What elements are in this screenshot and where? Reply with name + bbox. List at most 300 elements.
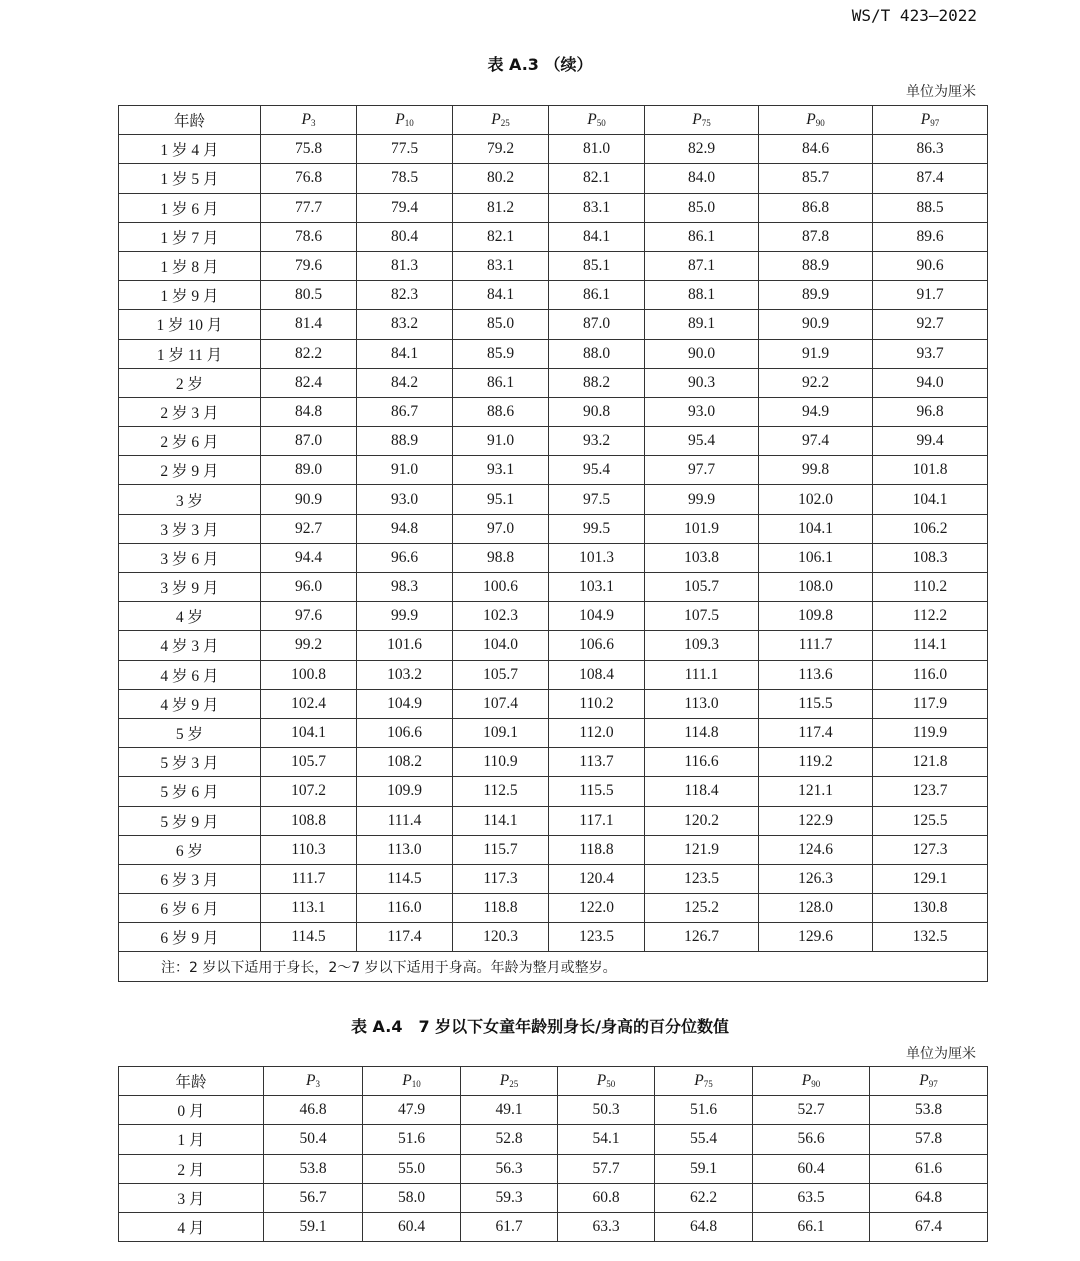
value-cell: 84.8 [261,397,357,426]
value-cell: 88.0 [549,339,645,368]
header-percentile-p3 [264,1067,363,1096]
value-cell: 116.0 [357,894,453,923]
percentile-letter: P [402,1072,412,1090]
value-cell: 90.0 [645,339,759,368]
value-cell: 95.4 [549,456,645,485]
value-cell: 78.6 [261,222,357,251]
value-cell: 113.7 [549,748,645,777]
table-row [119,222,988,251]
age-cell: 4 岁 6 月 [119,660,261,689]
value-cell: 59.1 [655,1154,753,1183]
value-cell: 47.9 [363,1096,461,1125]
value-cell: 116.6 [645,748,759,777]
table-row [119,164,988,193]
value-cell: 123.5 [549,923,645,952]
value-cell: 50.4 [264,1125,363,1154]
value-cell: 109.8 [759,602,873,631]
value-cell: 97.7 [645,456,759,485]
value-cell: 88.6 [453,397,549,426]
value-cell: 102.3 [453,602,549,631]
value-cell: 75.8 [261,135,357,164]
percentile-letter: P [694,1072,704,1090]
header-percentile-p50 [558,1067,655,1096]
table-row [119,689,988,718]
age-cell: 3 岁 9 月 [119,573,261,602]
value-cell: 104.9 [549,602,645,631]
value-cell: 91.0 [357,456,453,485]
value-cell: 93.1 [453,456,549,485]
table-row [119,368,988,397]
table-a4-caption: 表 A.4 7 岁以下女童年龄别身长/身高的百分位数值 [350,1017,729,1036]
table-row [119,456,988,485]
value-cell: 107.4 [453,689,549,718]
value-cell: 60.4 [363,1212,461,1241]
value-cell: 97.0 [453,514,549,543]
age-cell: 1 岁 11 月 [119,339,261,368]
value-cell: 122.9 [759,806,873,835]
percentile-subscript: 97 [928,1079,938,1090]
value-cell: 60.4 [753,1154,870,1183]
table-row [119,1183,988,1212]
value-cell: 99.9 [357,602,453,631]
value-cell: 114.8 [645,718,759,747]
value-cell: 79.4 [357,193,453,222]
value-cell: 117.1 [549,806,645,835]
value-cell: 92.2 [759,368,873,397]
percentile-subscript: 50 [606,1079,616,1090]
age-cell: 2 岁 3 月 [119,397,261,426]
percentile-letter: P [596,1072,607,1090]
value-cell: 67.4 [870,1212,988,1241]
value-cell: 85.0 [645,193,759,222]
value-cell: 92.7 [873,310,988,339]
percentile-letter: P [306,1072,316,1090]
table-row [119,135,988,164]
header-percentile-p50 [549,106,645,135]
percentile-subscript: 75 [701,118,711,129]
value-cell: 87.1 [645,251,759,280]
percentile-subscript: 90 [811,1079,821,1090]
value-cell: 90.6 [873,251,988,280]
value-cell: 91.0 [453,427,549,456]
value-cell: 125.5 [873,806,988,835]
value-cell: 115.5 [549,777,645,806]
age-cell: 5 岁 9 月 [119,806,261,835]
value-cell: 56.6 [753,1125,870,1154]
value-cell: 119.2 [759,748,873,777]
value-cell: 89.0 [261,456,357,485]
value-cell: 56.3 [461,1154,558,1183]
table-row [119,251,988,280]
value-cell: 85.0 [453,310,549,339]
value-cell: 99.5 [549,514,645,543]
value-cell: 51.6 [655,1096,753,1125]
value-cell: 93.2 [549,427,645,456]
value-cell: 104.1 [261,718,357,747]
table-row [119,806,988,835]
header-percentile-p97 [870,1067,988,1096]
table-row [119,485,988,514]
table-row [119,777,988,806]
value-cell: 132.5 [873,923,988,952]
value-cell: 97.6 [261,602,357,631]
value-cell: 87.8 [759,222,873,251]
value-cell: 108.8 [261,806,357,835]
percentile-letter: P [692,111,702,129]
age-cell: 6 岁 6 月 [119,894,261,923]
value-cell: 49.1 [461,1096,558,1125]
age-cell: 4 岁 [119,602,261,631]
value-cell: 82.2 [261,339,357,368]
value-cell: 88.2 [549,368,645,397]
value-cell: 100.8 [261,660,357,689]
value-cell: 86.8 [759,193,873,222]
table-row [119,602,988,631]
table-row [119,894,988,923]
value-cell: 104.1 [873,485,988,514]
percentile-letter: P [919,1072,929,1090]
value-cell: 90.8 [549,397,645,426]
value-cell: 85.9 [453,339,549,368]
value-cell: 115.7 [453,835,549,864]
value-cell: 64.8 [655,1212,753,1241]
value-cell: 100.6 [453,573,549,602]
value-cell: 57.8 [870,1125,988,1154]
value-cell: 93.0 [645,397,759,426]
header-age: 年龄 [119,1067,264,1096]
age-cell: 0 月 [119,1096,264,1125]
value-cell: 130.8 [873,894,988,923]
value-cell: 86.7 [357,397,453,426]
value-cell: 102.0 [759,485,873,514]
value-cell: 89.1 [645,310,759,339]
value-cell: 91.7 [873,281,988,310]
value-cell: 118.8 [549,835,645,864]
value-cell: 88.5 [873,193,988,222]
value-cell: 85.7 [759,164,873,193]
value-cell: 95.1 [453,485,549,514]
value-cell: 86.3 [873,135,988,164]
percentile-letter: P [587,111,597,129]
value-cell: 110.2 [873,573,988,602]
percentile-letter: P [806,111,816,129]
value-cell: 120.4 [549,864,645,893]
value-cell: 60.8 [558,1183,655,1212]
value-cell: 95.4 [645,427,759,456]
header-age: 年龄 [119,106,261,135]
value-cell: 121.1 [759,777,873,806]
percentile-letter: P [801,1072,812,1090]
age-cell: 6 岁 [119,835,261,864]
value-cell: 80.5 [261,281,357,310]
table-row [119,543,988,572]
value-cell: 96.6 [357,543,453,572]
value-cell: 119.9 [873,718,988,747]
table-row [119,339,988,368]
age-cell: 1 月 [119,1125,264,1154]
value-cell: 129.6 [759,923,873,952]
value-cell: 117.9 [873,689,988,718]
value-cell: 66.1 [753,1212,870,1241]
age-cell: 4 岁 9 月 [119,689,261,718]
table-a4 [118,1066,988,1242]
value-cell: 64.8 [870,1183,988,1212]
value-cell: 129.1 [873,864,988,893]
table-row [119,427,988,456]
value-cell: 106.1 [759,543,873,572]
value-cell: 63.3 [558,1212,655,1241]
value-cell: 104.0 [453,631,549,660]
value-cell: 101.3 [549,543,645,572]
value-cell: 81.4 [261,310,357,339]
value-cell: 106.2 [873,514,988,543]
value-cell: 101.6 [357,631,453,660]
value-cell: 113.1 [261,894,357,923]
value-cell: 120.3 [453,923,549,952]
value-cell: 92.7 [261,514,357,543]
age-cell: 2 岁 9 月 [119,456,261,485]
age-cell: 5 岁 6 月 [119,777,261,806]
value-cell: 84.1 [357,339,453,368]
value-cell: 46.8 [264,1096,363,1125]
table-row [119,310,988,339]
value-cell: 94.9 [759,397,873,426]
value-cell: 88.9 [357,427,453,456]
header-percentile-p90 [753,1067,870,1096]
value-cell: 62.2 [655,1183,753,1212]
value-cell: 96.8 [873,397,988,426]
value-cell: 105.7 [645,573,759,602]
age-cell: 1 岁 5 月 [119,164,261,193]
value-cell: 110.3 [261,835,357,864]
percentile-subscript: 75 [703,1079,713,1090]
percentile-subscript: 3 [310,118,316,129]
value-cell: 103.8 [645,543,759,572]
value-cell: 59.1 [264,1212,363,1241]
value-cell: 89.9 [759,281,873,310]
age-cell: 1 岁 6 月 [119,193,261,222]
value-cell: 113.6 [759,660,873,689]
value-cell: 111.7 [261,864,357,893]
value-cell: 86.1 [549,281,645,310]
value-cell: 105.7 [453,660,549,689]
value-cell: 54.1 [558,1125,655,1154]
table-a3 [118,105,988,982]
value-cell: 87.0 [549,310,645,339]
value-cell: 78.5 [357,164,453,193]
value-cell: 59.3 [461,1183,558,1212]
value-cell: 86.1 [645,222,759,251]
value-cell: 122.0 [549,894,645,923]
value-cell: 124.6 [759,835,873,864]
table-header-row [119,106,988,135]
value-cell: 116.0 [873,660,988,689]
percentile-letter: P [920,111,931,129]
age-cell: 2 月 [119,1154,264,1183]
value-cell: 99.9 [645,485,759,514]
value-cell: 118.8 [453,894,549,923]
table-row [119,748,988,777]
value-cell: 93.0 [357,485,453,514]
header-percentile-p3 [261,106,357,135]
header-percentile-p10 [357,106,453,135]
value-cell: 112.0 [549,718,645,747]
value-cell: 96.0 [261,573,357,602]
value-cell: 109.3 [645,631,759,660]
value-cell: 90.3 [645,368,759,397]
value-cell: 76.8 [261,164,357,193]
value-cell: 120.2 [645,806,759,835]
value-cell: 123.5 [645,864,759,893]
table-row [119,573,988,602]
value-cell: 108.4 [549,660,645,689]
age-cell: 4 岁 3 月 [119,631,261,660]
value-cell: 81.3 [357,251,453,280]
value-cell: 125.2 [645,894,759,923]
table-row [119,660,988,689]
value-cell: 84.2 [357,368,453,397]
table-row [119,281,988,310]
value-cell: 84.1 [453,281,549,310]
value-cell: 80.4 [357,222,453,251]
value-cell: 102.4 [261,689,357,718]
value-cell: 126.3 [759,864,873,893]
value-cell: 52.7 [753,1096,870,1125]
value-cell: 83.1 [549,193,645,222]
table-row [119,718,988,747]
value-cell: 108.3 [873,543,988,572]
table-row [119,1096,988,1125]
table-note-row [119,952,988,981]
age-cell: 2 岁 6 月 [119,427,261,456]
value-cell: 97.4 [759,427,873,456]
header-percentile-p75 [645,106,759,135]
value-cell: 110.9 [453,748,549,777]
value-cell: 79.6 [261,251,357,280]
value-cell: 117.3 [453,864,549,893]
value-cell: 101.8 [873,456,988,485]
percentile-subscript: 90 [815,118,825,129]
value-cell: 52.8 [461,1125,558,1154]
percentile-subscript: 10 [411,1079,421,1090]
value-cell: 81.2 [453,193,549,222]
table-row [119,923,988,952]
value-cell: 56.7 [264,1183,363,1212]
table-a4-unit: 单位为厘米 [906,1046,976,1062]
value-cell: 82.9 [645,135,759,164]
header-percentile-p25 [461,1067,558,1096]
value-cell: 110.2 [549,689,645,718]
header-percentile-p97 [873,106,988,135]
value-cell: 103.1 [549,573,645,602]
value-cell: 93.7 [873,339,988,368]
table-row [119,1154,988,1183]
value-cell: 108.0 [759,573,873,602]
percentile-letter: P [301,111,311,129]
table-row [119,864,988,893]
value-cell: 82.3 [357,281,453,310]
table-row [119,514,988,543]
value-cell: 51.6 [363,1125,461,1154]
value-cell: 108.2 [357,748,453,777]
header-percentile-p25 [453,106,549,135]
value-cell: 117.4 [357,923,453,952]
value-cell: 98.3 [357,573,453,602]
value-cell: 112.5 [453,777,549,806]
value-cell: 109.1 [453,718,549,747]
value-cell: 121.8 [873,748,988,777]
value-cell: 86.1 [453,368,549,397]
value-cell: 83.1 [453,251,549,280]
value-cell: 77.7 [261,193,357,222]
percentile-letter: P [395,111,405,129]
value-cell: 84.6 [759,135,873,164]
value-cell: 91.9 [759,339,873,368]
value-cell: 80.2 [453,164,549,193]
value-cell: 106.6 [549,631,645,660]
value-cell: 55.4 [655,1125,753,1154]
value-cell: 94.8 [357,514,453,543]
age-cell: 4 月 [119,1212,264,1241]
value-cell: 84.0 [645,164,759,193]
value-cell: 58.0 [363,1183,461,1212]
value-cell: 53.8 [264,1154,363,1183]
value-cell: 81.0 [549,135,645,164]
percentile-subscript: 97 [930,118,940,129]
value-cell: 84.1 [549,222,645,251]
age-cell: 5 岁 [119,718,261,747]
table-row [119,631,988,660]
value-cell: 118.4 [645,777,759,806]
value-cell: 128.0 [759,894,873,923]
value-cell: 111.4 [357,806,453,835]
age-cell: 1 岁 9 月 [119,281,261,310]
value-cell: 111.7 [759,631,873,660]
value-cell: 109.9 [357,777,453,806]
value-cell: 82.1 [549,164,645,193]
table-row [119,397,988,426]
percentile-subscript: 50 [596,118,606,129]
age-cell: 2 岁 [119,368,261,397]
value-cell: 107.2 [261,777,357,806]
value-cell: 103.2 [357,660,453,689]
value-cell: 88.1 [645,281,759,310]
age-cell: 1 岁 7 月 [119,222,261,251]
value-cell: 83.2 [357,310,453,339]
value-cell: 126.7 [645,923,759,952]
value-cell: 55.0 [363,1154,461,1183]
header-percentile-p75 [655,1067,753,1096]
value-cell: 85.1 [549,251,645,280]
value-cell: 97.5 [549,485,645,514]
header-percentile-p10 [363,1067,461,1096]
value-cell: 50.3 [558,1096,655,1125]
value-cell: 90.9 [759,310,873,339]
standard-code: WS/T 423—2022 [851,6,977,25]
value-cell: 117.4 [759,718,873,747]
value-cell: 114.5 [357,864,453,893]
value-cell: 113.0 [357,835,453,864]
value-cell: 90.9 [261,485,357,514]
value-cell: 104.9 [357,689,453,718]
value-cell: 111.1 [645,660,759,689]
table-header-row [119,1067,988,1096]
value-cell: 94.4 [261,543,357,572]
value-cell: 63.5 [753,1183,870,1212]
value-cell: 79.2 [453,135,549,164]
value-cell: 107.5 [645,602,759,631]
age-cell: 3 岁 [119,485,261,514]
